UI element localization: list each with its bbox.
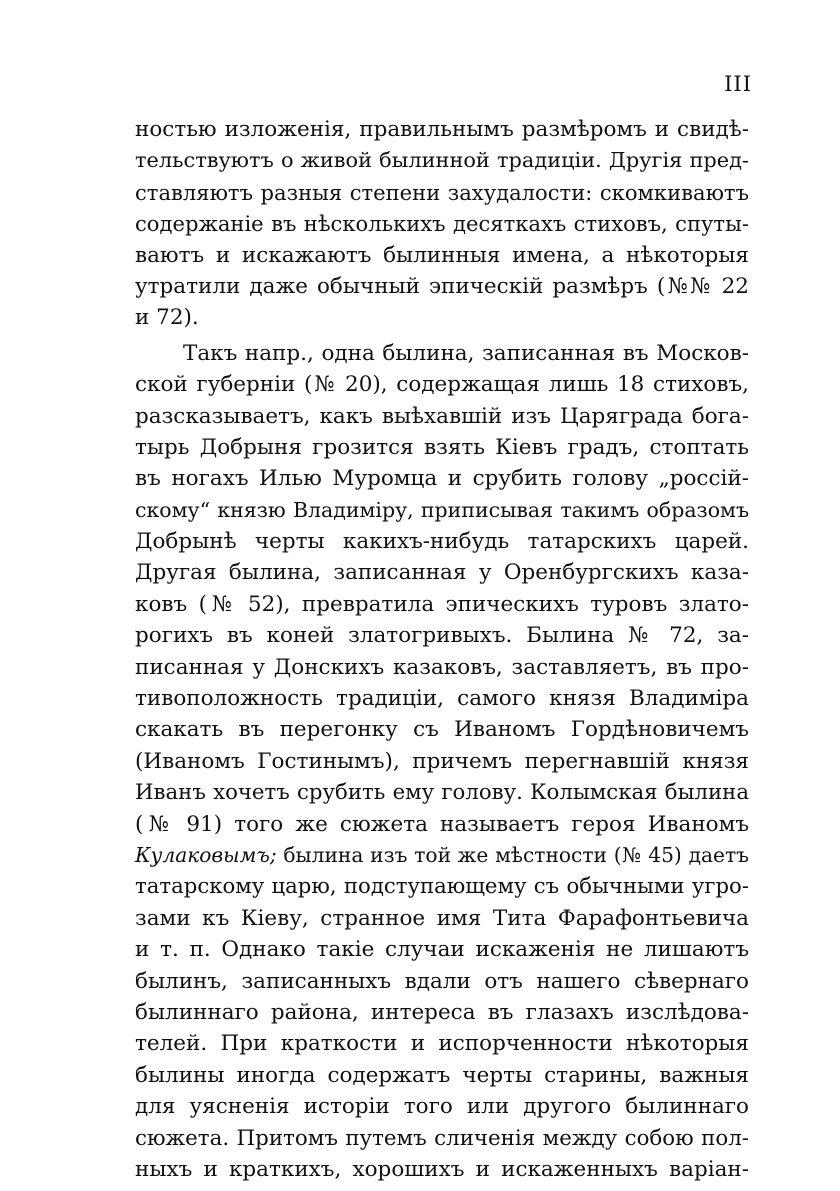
text-line: ныхъ и краткихъ, хорошихъ и искаженныхъ варіан-	[135, 1156, 749, 1182]
paragraph-1	[135, 114, 749, 334]
text-line: писанная у Донскихъ казаковъ, заставляетъ, въ про-	[135, 654, 749, 680]
text-line: (№ 91) того же сюжета называетъ героя Иваномъ	[135, 811, 749, 837]
text-line: (Иваномъ Гостинымъ), причемъ перегнавшій князя	[135, 748, 749, 774]
text-line: скому“ князю Владиміру, приписывая такимъ образомъ	[135, 497, 749, 522]
text-line: разсказываетъ, какъ выѣхавшій изъ Царяграда бога-	[135, 403, 749, 429]
text-line: зами къ Кіеву, странное имя Тита Фарафонтьевича	[135, 905, 749, 931]
text-line: тырь Добрыня грозится взять Кіевъ градъ, стоптать	[135, 434, 749, 460]
text-line: въ ногахъ Илью Муромца и срубить голову „россій-	[135, 466, 749, 492]
text-line: былиннаго района, интереса въ глазахъ изслѣдова-	[135, 999, 749, 1025]
text-line: ставляютъ разныя степени захудалости: скомкиваютъ	[135, 179, 749, 205]
text-line: утратили даже обычный эпическій размѣръ (№№ 22	[135, 273, 749, 299]
text-line: содержаніе въ нѣсколькихъ десяткахъ стиховъ, спуты-	[135, 211, 749, 237]
text-line: и т. п. Однако такіе случаи искаженія не лишаютъ	[135, 937, 749, 963]
text-line: сюжета. Притомъ путемъ сличенія между собою пол-	[135, 1125, 749, 1151]
text-line: и 72).	[135, 305, 199, 331]
text-line: ковъ (№ 52), превратила эпическихъ туровъ злато-	[135, 591, 749, 617]
text-line: для уясненія исторіи того или другого былиннаго	[135, 1094, 749, 1120]
text-line: ностью изложенія, правильнымъ размѣромъ и свидѣ-	[135, 117, 749, 142]
body-text	[135, 114, 749, 1185]
text-line: татарскому царю, подступающему съ обычными угро-	[135, 874, 749, 900]
text-line: былины иногда содержатъ черты старины, важныя	[135, 1062, 749, 1088]
text-line-italic	[135, 840, 749, 871]
text-line: тельствуютъ о живой былинной традиціи. Другія пред-	[135, 148, 749, 173]
text-line: Другая былина, записанная у Оренбургскихъ каза-	[135, 560, 749, 586]
text-line: Иванъ хочетъ срубить ему голову. Колымская былина	[135, 780, 749, 806]
text-line: Такъ напр., одна былина, записанная въ Москов-	[183, 340, 749, 366]
text-line: тивоположность традиціи, самого князя Владиміра	[135, 686, 749, 712]
text-line: рогихъ въ коней златогривыхъ. Былина № 72, за-	[135, 623, 749, 649]
text-line: былинъ, записанныхъ вдали отъ нашего сѣвернаго	[135, 968, 749, 994]
italic-name: Кулаковымъ;	[135, 842, 277, 867]
text-line: телей. При краткости и испорченности нѣкоторыя	[135, 1031, 749, 1057]
text-line: ской губерніи (№ 20), содержащая лишь 18 стиховъ,	[135, 372, 749, 398]
page-number: III	[724, 72, 752, 96]
text-line: ваютъ и искажаютъ былинныя имена, а нѣкоторыя	[135, 242, 749, 268]
text-fragment: былина изъ той же мѣстности (№ 45) даетъ	[276, 842, 749, 867]
paragraph-2	[135, 338, 749, 1186]
text-line: Добрынѣ черты какихъ-нибудь татарскихъ царей.	[135, 529, 749, 555]
text-line: скакать въ перегонку съ Иваномъ Гордѣновичемъ	[135, 717, 749, 743]
